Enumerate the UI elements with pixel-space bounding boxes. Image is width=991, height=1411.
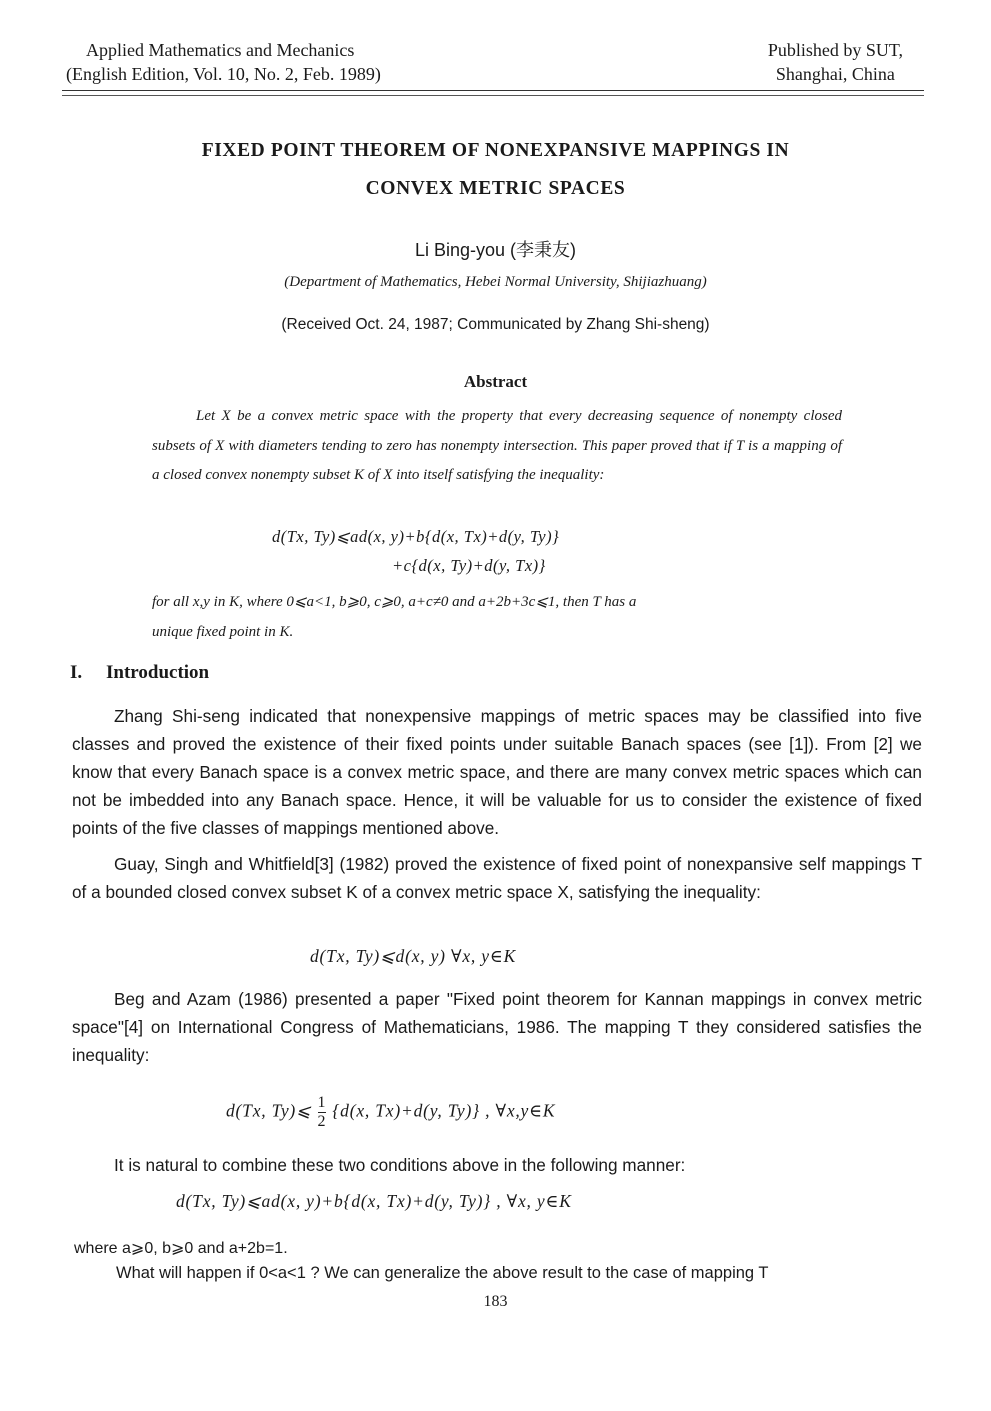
body-paragraph-3: Beg and Azam (1986) presented a paper "Fixed point theorem for Kannan mappings in convex metric space"[4] on International Congress of Mathematicians, 1986. The mapping T they considered satisfies the inequality: bbox=[72, 989, 922, 1065]
abstract-conclusion-line1: for all x,y in K, where 0⩽a<1, b⩾0, c⩾0, a+c≠0 and a+2b+3c⩽1, then T has a bbox=[152, 594, 637, 610]
equation-2-right: {d(x, Tx)+d(y, Ty)} , ∀x,y∈K bbox=[332, 1100, 556, 1121]
journal-name: Applied Mathematics and Mechanics bbox=[86, 40, 355, 60]
equation-1: d(Tx, Ty)⩽d(x, y) ∀x, y∈K bbox=[310, 946, 517, 966]
page-number: 183 bbox=[483, 1293, 508, 1310]
section-number: I. bbox=[70, 662, 83, 683]
abstract-paragraph: Let X be a convex metric space with the property that every decreasing sequence of nonempty closed subsets of X with diameters tending to zero has nonempty intersection. This paper proved that if T is a mapping of a closed convex nonempty subset K of X into itself satisfying the inequality: bbox=[152, 408, 842, 483]
section-heading bbox=[70, 662, 209, 684]
body-paragraph-4: It is natural to combine these two conditions above in the following manner: bbox=[114, 1155, 686, 1175]
publisher-header bbox=[768, 38, 903, 86]
abstract-conclusion-line2: unique fixed point in K. bbox=[152, 623, 294, 640]
equation-3: d(Tx, Ty)⩽ad(x, y)+b{d(x, Tx)+d(y, Ty)} , ∀x, y∈K bbox=[176, 1191, 572, 1211]
fraction-one-half bbox=[318, 1094, 327, 1131]
received-note: (Received Oct. 24, 1987; Communicated by Zhang Shi-sheng) bbox=[281, 316, 710, 333]
journal-header bbox=[66, 38, 381, 86]
header-rule-top bbox=[62, 90, 924, 91]
where-clause: where a⩾0, b⩾0 and a+2b=1. bbox=[74, 1240, 288, 1257]
equation-2 bbox=[226, 1094, 555, 1131]
abstract-formula-line2: +c{d(x, Ty)+d(y, Tx)} bbox=[392, 556, 546, 575]
body-paragraph-1: Zhang Shi-seng indicated that nonexpensive mappings of metric spaces may be classified into five classes and proved the existence of their fixed points under suitable Banach spaces (see [1]). From [2] we know that every Banach space is a convex metric space, and there are many convex metric spaces which can not be imbedded into any Banach space. Hence, it will be valuable for us to consider the existence of fixed points of the five classes of mappings mentioned above. bbox=[72, 706, 922, 838]
publisher-name: Published by SUT, bbox=[767, 40, 903, 60]
section-title: Introduction bbox=[106, 662, 210, 683]
abstract-conclusion bbox=[152, 588, 842, 647]
body-paragraph-2: Guay, Singh and Whitfield[3] (1982) proved the existence of fixed point of nonexpansive self mappings T of a bounded closed convex subset K of a convex metric space X, satisfying the inequality: bbox=[72, 854, 922, 902]
abstract-heading: Abstract bbox=[463, 372, 528, 391]
fraction-denominator: 2 bbox=[317, 1113, 327, 1130]
question-line: What will happen if 0<a<1 ? We can generalize the above result to the case of mapping T bbox=[116, 1264, 769, 1282]
abstract-text bbox=[152, 402, 842, 491]
publisher-location: Shanghai, China bbox=[775, 64, 895, 84]
fraction-numerator: 1 bbox=[317, 1094, 327, 1111]
equation-2-left: d(Tx, Ty)⩽ bbox=[226, 1100, 312, 1121]
author: Li Bing-you (李秉友) bbox=[414, 240, 577, 260]
abstract-formula-line1: d(Tx, Ty)⩽ad(x, y)+b{d(x, Tx)+d(y, Ty)} bbox=[272, 527, 560, 546]
paper-title-line2: CONVEX METRIC SPACES bbox=[365, 178, 626, 199]
header-rule-bottom bbox=[62, 95, 924, 96]
journal-edition: (English Edition, Vol. 10, No. 2, Feb. 1989) bbox=[66, 64, 381, 84]
paper-title-line1: FIXED POINT THEOREM OF NONEXPANSIVE MAPPINGS IN bbox=[201, 140, 790, 161]
affiliation: (Department of Mathematics, Hebei Normal University, Shijiazhuang) bbox=[284, 274, 707, 290]
